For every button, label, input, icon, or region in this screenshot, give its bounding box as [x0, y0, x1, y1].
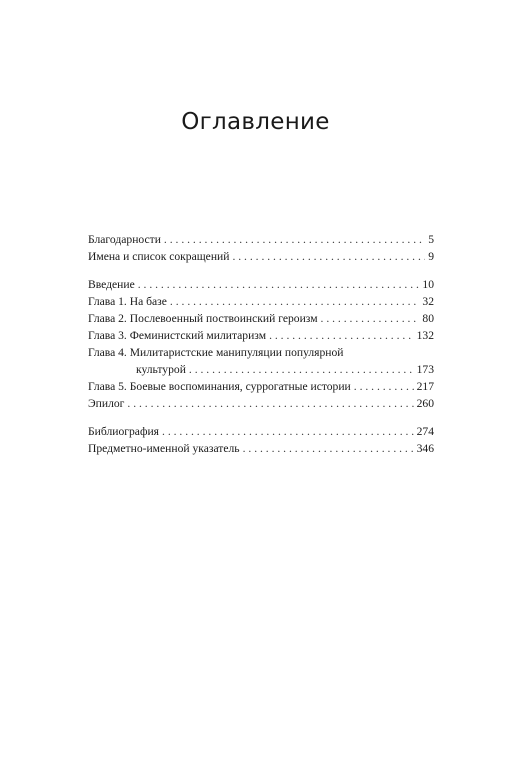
- toc-entry-label: Благодарности: [88, 233, 161, 246]
- table-of-contents: [88, 231, 434, 468]
- toc-entry-page: 10: [422, 278, 434, 291]
- toc-entry-label: Глава 5. Боевые воспоминания, суррогатные истории: [88, 380, 351, 393]
- toc-entry-label: Библиография: [88, 425, 160, 438]
- toc-entry-page: 80: [422, 312, 434, 325]
- toc-group-front-matter: [88, 231, 434, 265]
- toc-entry-page: 260: [416, 397, 434, 410]
- toc-entry-label: Глава 3. Феминистский милитаризм: [88, 329, 267, 342]
- toc-entry-label: Введение: [88, 278, 135, 291]
- toc-entry-chapter-3[interactable]: [88, 327, 434, 344]
- toc-entry-label: Имена и список сокращений: [88, 250, 230, 263]
- toc-entry-page: 274: [416, 425, 434, 438]
- toc-entry-page: 5: [428, 233, 434, 246]
- toc-entry-index[interactable]: [88, 440, 434, 457]
- toc-entry-names-abbreviations[interactable]: [88, 248, 434, 265]
- toc-entry-page: 217: [416, 380, 434, 393]
- toc-entry-chapter-2[interactable]: [88, 310, 434, 327]
- dot-leader: [138, 276, 420, 293]
- toc-entry-page: 9: [428, 250, 434, 263]
- toc-entry-label: Эпилог: [88, 397, 125, 410]
- toc-entry-epilogue[interactable]: [88, 395, 434, 412]
- dot-leader: [127, 395, 413, 412]
- dot-leader: [232, 248, 425, 265]
- dot-leader: [189, 361, 414, 378]
- page-title: Оглавление: [181, 109, 330, 135]
- dot-leader: [164, 231, 425, 248]
- dot-leader: [321, 310, 420, 327]
- toc-entry-page: 173: [416, 363, 434, 376]
- toc-entry-chapter-1[interactable]: [88, 293, 434, 310]
- dot-leader: [269, 327, 414, 344]
- toc-entry-page: 346: [416, 442, 434, 455]
- toc-entry-page: 32: [422, 295, 434, 308]
- toc-entry-label: Глава 1. На базе: [88, 295, 167, 308]
- toc-entry-bibliography[interactable]: [88, 423, 434, 440]
- toc-group-back-matter: [88, 423, 434, 457]
- toc-entry-label: Глава 2. Послевоенный поствоинский героизм: [88, 312, 318, 325]
- dot-leader: [170, 293, 419, 310]
- dot-leader: [243, 440, 414, 457]
- toc-entry-label-line2: культурой: [136, 363, 186, 376]
- dot-leader: [162, 423, 414, 440]
- dot-leader: [354, 378, 414, 395]
- toc-entry-introduction[interactable]: [88, 276, 434, 293]
- toc-entry-chapter-4[interactable]: [88, 344, 434, 378]
- toc-group-chapters: [88, 276, 434, 412]
- toc-entry-page: 132: [416, 329, 434, 342]
- toc-entry-label: Предметно-именной указатель: [88, 442, 240, 455]
- toc-entry-chapter-5[interactable]: [88, 378, 434, 395]
- toc-entry-acknowledgements[interactable]: [88, 231, 434, 248]
- toc-entry-label-line1: Глава 4. Милитаристские манипуляции популярной: [88, 346, 344, 359]
